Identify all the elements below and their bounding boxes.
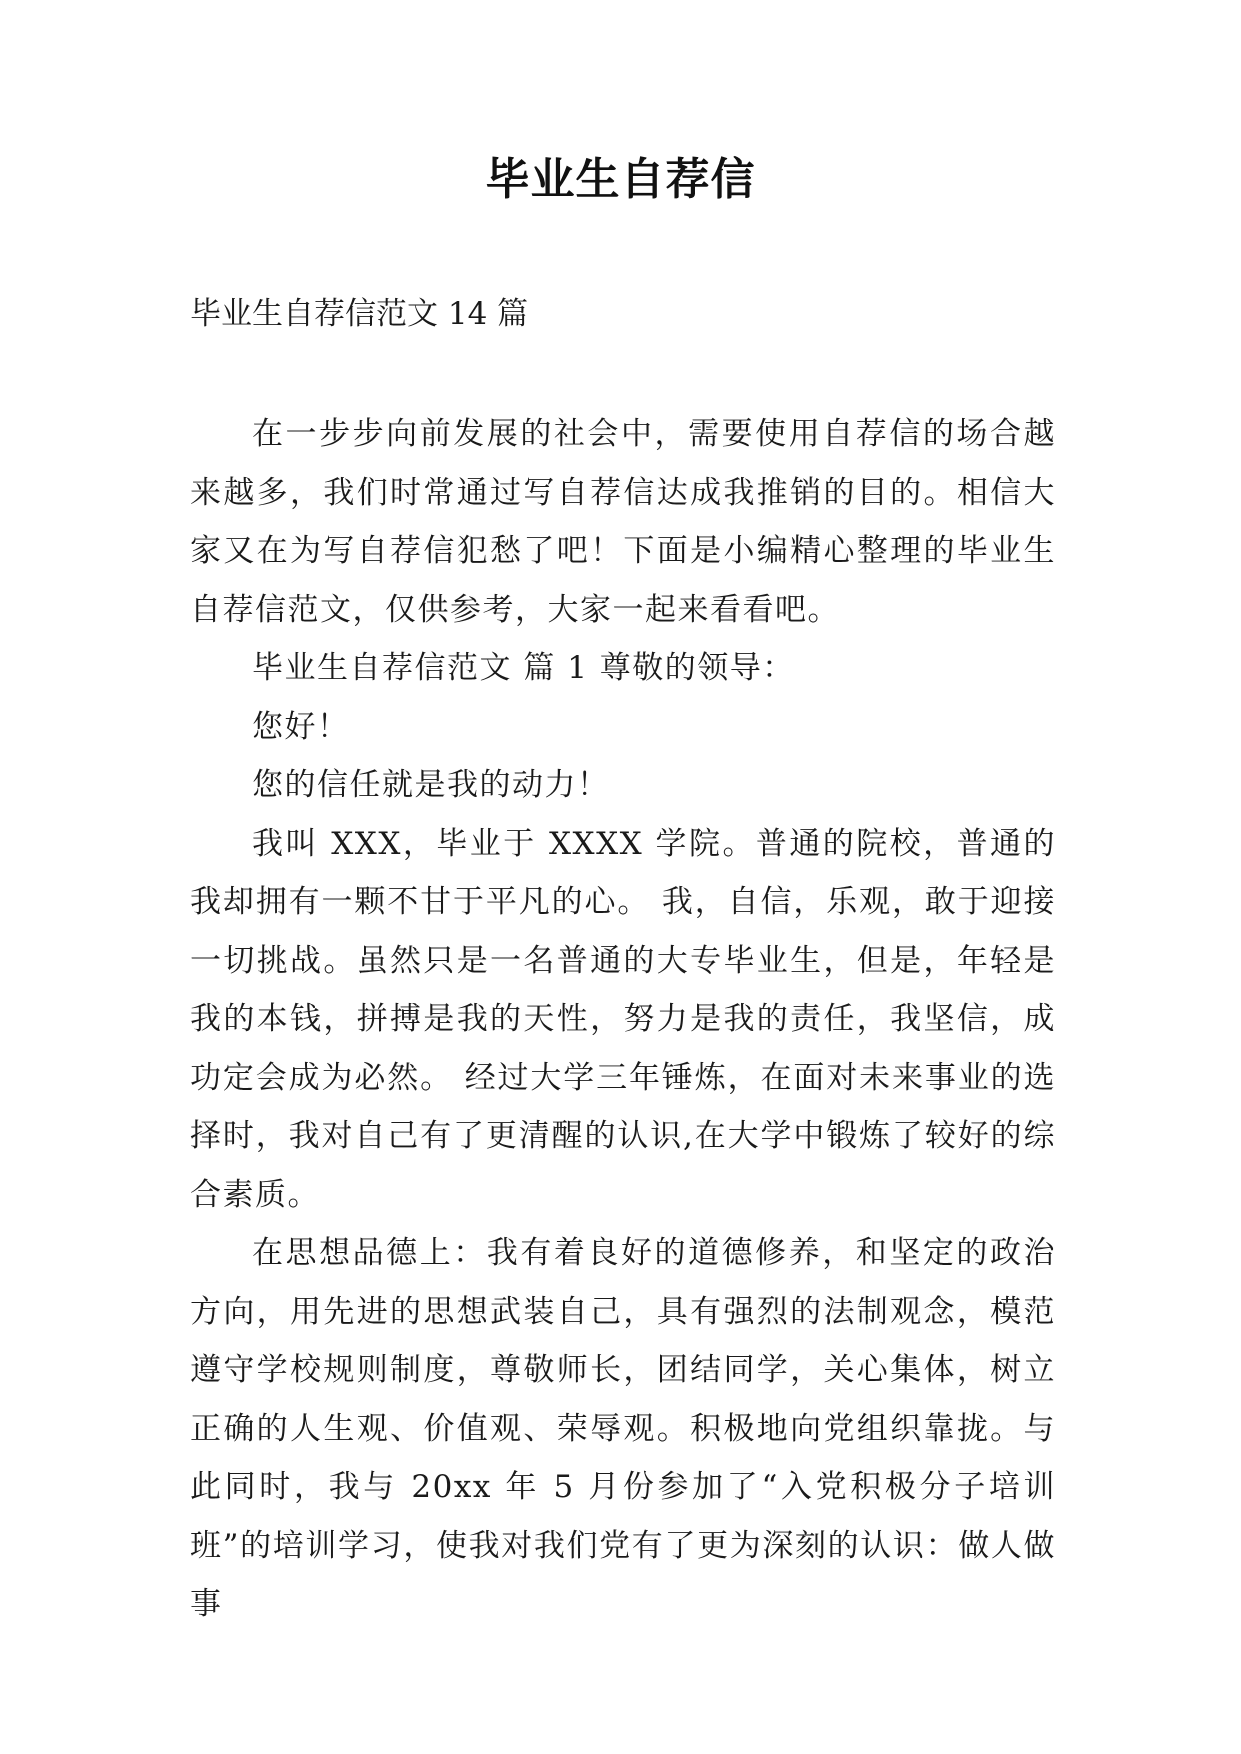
document-title: 毕业生自荐信 <box>485 154 756 205</box>
paragraph-moral-character: 在思想品德上：我有着良好的道德修养，和坚定的政治方向，用先进的思想武装自己，具有强烈的法制观念，模范遵守学校规则制度，尊敬师长，团结同学，关心集体，树立正确的人生观、价值观、荣辱观。积极地向党组织靠拢。与此同时，我与 20xx 年 5 月份参加了“入党积极分子培训班”的培训学习，使我对我们党有了更为深刻的认识：做人做事 <box>190 1235 1056 1622</box>
paragraph-salutation: 毕业生自荐信范文 篇 1 尊敬的领导： <box>252 650 795 686</box>
paragraph-greeting: 您好！ <box>252 708 350 745</box>
document-subtitle: 毕业生自荐信范文 14 篇 <box>190 296 529 332</box>
paragraph-trust: 您的信任就是我的动力！ <box>252 767 610 803</box>
paragraph-self-introduction: 我叫 XXX，毕业于 XXXX 学院。普通的院校，普通的我却拥有一颗不甘于平凡的心。 我，自信，乐观，敢于迎接一切挑战。虽然只是一名普通的大专毕业生，但是，年轻是我的本钱，拼搏是我的天性，努力是我的责任，我坚信，成功定会成为必然。 经过大学三年锤炼，在面对未来事业的选择时，我对自己有了更清醒的认识,在大学中锻炼了较好的综合素质。 <box>190 825 1056 1213</box>
paragraph-intro: 在一步步向前发展的社会中，需要使用自荐信的场合越来越多，我们时常通过写自荐信达成我推销的目的。相信大家又在为写自荐信犯愁了吧！下面是小编精心整理的毕业生自荐信范文，仅供参考，大家一起来看看吧。 <box>190 416 1056 628</box>
document-body <box>190 405 1056 1634</box>
